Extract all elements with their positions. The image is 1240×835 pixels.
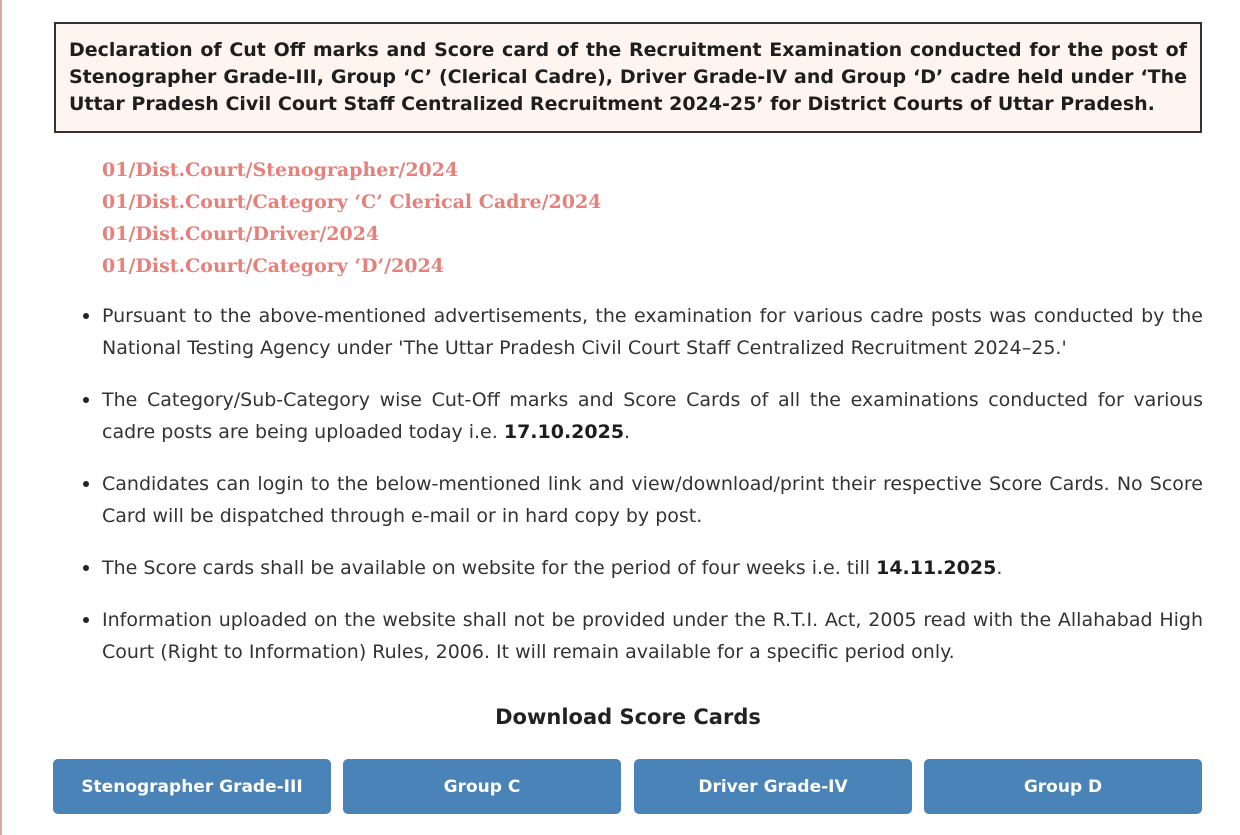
- notice-text-4: for District Courts of Uttar Pradesh.: [763, 93, 1155, 115]
- upload-date: 17.10.2025: [503, 421, 625, 443]
- notice-text-1: Declaration of Cut Off marks and Score card of the Recruitment Examination conducted for the post of: [69, 39, 1187, 61]
- advertisement-item: 01/Dist.Court/Driver/2024: [102, 223, 380, 245]
- bullet-icon: [83, 565, 89, 571]
- point-item: [102, 552, 1203, 584]
- stenographer-grade-iii-button[interactable]: Stenographer Grade-III: [53, 759, 331, 814]
- driver-grade-iv-button[interactable]: Driver Grade-IV: [634, 759, 912, 814]
- point-end: .: [624, 421, 631, 443]
- point-item: [102, 300, 1203, 364]
- availability-date: 14.11.2025: [876, 557, 997, 579]
- advertisement-item: 01/Dist.Court/Category ‘D’/2024: [102, 255, 444, 277]
- point-text: The Category/Sub-Category wise Cut-Off marks and Score Cards of all the examinations conducted for various cadre posts are being uploaded today i.e.: [102, 389, 1203, 443]
- bullet-icon: [83, 481, 89, 487]
- group-d-button[interactable]: Group D: [924, 759, 1202, 814]
- group-c-button[interactable]: Group C: [343, 759, 621, 814]
- point-text: Pursuant to the above-mentioned advertisements, the examination for various cadre posts was conducted by the National Testing Agency under 'The Uttar Pradesh Civil Court Staff Centralized Recruitment 2024–25.': [102, 305, 1203, 359]
- point-text: The Score cards shall be available on website for the period of four weeks i.e. till: [102, 557, 877, 579]
- download-score-cards-heading: Download Score Cards: [495, 705, 761, 729]
- bullet-icon: [83, 617, 89, 623]
- download-button-row: [53, 759, 1203, 814]
- point-item: [102, 384, 1203, 448]
- advertisement-item: 01/Dist.Court/Category ‘C’ Clerical Cadre/2024: [102, 191, 602, 213]
- bullet-icon: [83, 397, 89, 403]
- notice-text-3: cadre held under: [943, 66, 1141, 88]
- point-item: [102, 604, 1203, 668]
- notice-posts-1: Stenographer Grade-III, Group ‘C’ (Clerical Cadre), Driver Grade-IV: [69, 66, 788, 88]
- point-item: [102, 468, 1203, 532]
- advertisement-list: [102, 154, 601, 282]
- point-end: .: [996, 557, 1003, 579]
- point-text: Information uploaded on the website shall not be provided under the R.T.I. Act, 2005 read with the Allahabad High Court (Right to Information) Rules, 2006. It will remain available for a specific period only.: [102, 609, 1203, 663]
- advertisement-item: 01/Dist.Court/Stenographer/2024: [102, 159, 459, 181]
- notice-posts-2: Group ‘D’: [840, 66, 944, 88]
- notice-box: [54, 22, 1202, 133]
- bullet-icon: [83, 313, 89, 319]
- point-text: Candidates can login to the below-mentioned link and view/download/print their respective Score Cards. No Score Card will be dispatched through e-mail or in hard copy by post.: [102, 473, 1203, 527]
- information-points: [102, 300, 1203, 688]
- notice-text-2: and: [787, 66, 841, 88]
- notice-recruitment-name: ‘The Uttar Pradesh Civil Court Staff Centralized Recruitment 2024-25’: [69, 66, 1188, 115]
